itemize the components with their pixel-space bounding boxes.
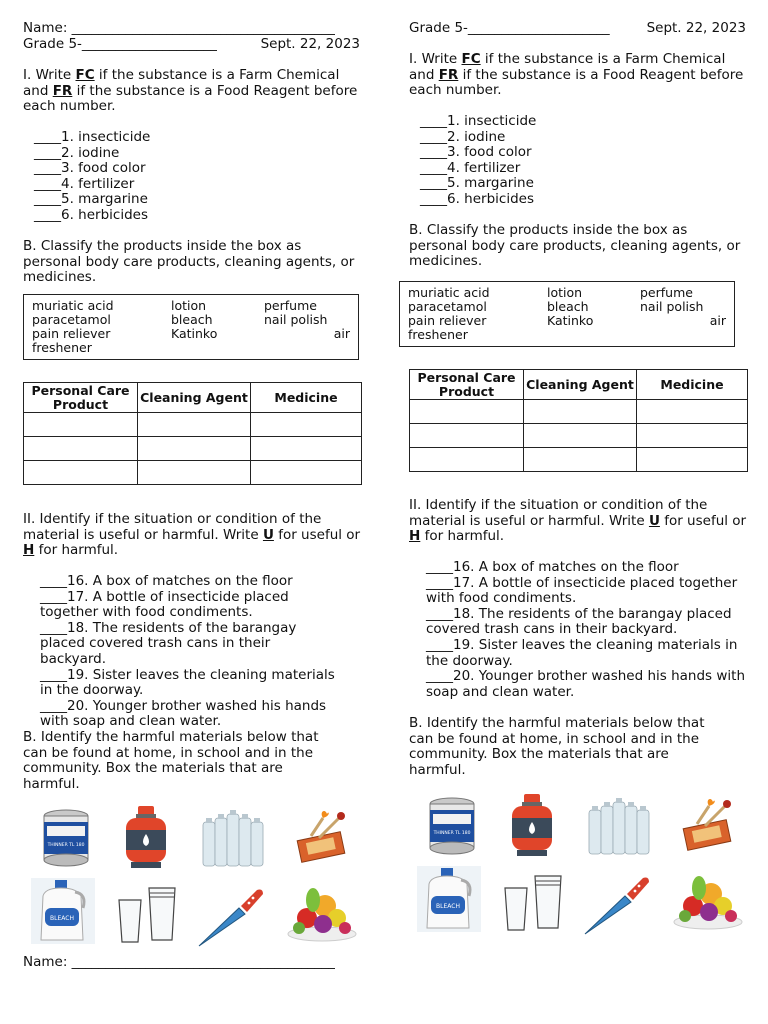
gas-tank-icon[interactable]: [123, 804, 169, 870]
list-item: ____18. The residents of the barangay placed covered trash cans in their backyard.: [40, 619, 297, 667]
worksheet-left: [23, 0, 368, 1024]
list-item: ____17. A bottle of insecticide placed together with food condiments.: [40, 588, 289, 621]
classify-table: [409, 369, 748, 472]
part2-list: [409, 560, 746, 700]
bleach-bottle-icon[interactable]: [417, 866, 481, 932]
list-item: ____20. Younger brother washed his hands with soap and clean water.: [426, 668, 746, 700]
svg-text:THINNER TL 180: THINNER TL 180: [47, 843, 85, 848]
col-header: Personal Care Product: [410, 370, 524, 400]
fruit-basket-icon[interactable]: [673, 866, 743, 930]
table-cell[interactable]: [410, 448, 524, 472]
harmful-pictures: [23, 802, 368, 952]
gas-tank-icon[interactable]: [509, 792, 555, 858]
table-cell[interactable]: [524, 424, 637, 448]
products-box: muriatic acid lotion perfume paracetamol bleach nail polish pain reliever Katinko air freshener: [399, 281, 735, 347]
grade-row: [23, 37, 360, 53]
list-item: ____3. food color: [34, 160, 146, 177]
part1-instruction: I. Write FC if the substance is a Farm Chemical and FR if the substance is a Food Reagent before each number.: [409, 51, 744, 99]
table-cell[interactable]: [138, 413, 251, 437]
paint-can-icon[interactable]: [427, 796, 477, 856]
list-item: ____2. iodine: [34, 144, 120, 161]
classify-table: [23, 382, 362, 485]
list-item: ____20. Younger brother washed his hands with soap and clean water.: [40, 697, 327, 730]
table-cell[interactable]: [251, 437, 362, 461]
worksheet-right: [409, 0, 754, 1024]
list-item: ____6. herbicides: [420, 190, 534, 207]
harmful-pictures: [409, 790, 754, 940]
paint-can-icon[interactable]: [41, 808, 91, 868]
table-cell[interactable]: [251, 413, 362, 437]
list-item: ____17. A bottle of insecticide placed together with food condiments.: [426, 574, 738, 607]
table-cell[interactable]: [637, 424, 748, 448]
part2-list: [23, 574, 340, 730]
water-bottles-icon[interactable]: [201, 808, 267, 870]
part1-instruction: I. Write FC if the substance is a Farm Chemical and FR if the substance is a Food Reagent before each number.: [23, 67, 358, 115]
glasses-icon[interactable]: [501, 874, 565, 932]
part2-instruction: II. Identify if the situation or condition of the material is useful or harmful. Write U for useful or H for harmful.: [409, 497, 747, 545]
bleach-bottle-icon[interactable]: [31, 878, 95, 944]
table-cell[interactable]: [524, 448, 637, 472]
table-cell[interactable]: [524, 400, 637, 424]
table-cell[interactable]: [24, 437, 138, 461]
col-header: Medicine: [251, 383, 362, 413]
table-cell[interactable]: [138, 437, 251, 461]
matches-icon[interactable]: [679, 796, 739, 852]
list-item: ____1. insecticide: [34, 129, 151, 145]
list-item: ____18. The residents of the barangay placed covered trash cans in their backyard.: [426, 605, 732, 638]
water-bottles-icon[interactable]: [587, 796, 653, 858]
grade-label: Grade 5-____________________: [23, 36, 217, 52]
list-item: ____5. margarine: [34, 191, 148, 208]
grade-label: Grade 5-_____________________: [409, 20, 610, 36]
knife-icon[interactable]: [195, 886, 267, 950]
partB-instruction: B. Classify the products inside the box as personal body care products, cleaning agents, or medicines.: [409, 222, 741, 270]
part2-instruction: II. Identify if the situation or condition of the material is useful or harmful. Write U for useful or H for harmful.: [23, 511, 361, 559]
list-item: ____4. fertilizer: [34, 175, 135, 192]
date-label: Sept. 22, 2023: [646, 20, 746, 36]
col-header: Cleaning Agent: [524, 370, 637, 400]
table-cell[interactable]: [410, 424, 524, 448]
part1-list: [23, 130, 150, 224]
table-cell[interactable]: [410, 400, 524, 424]
part1-list: [409, 114, 536, 208]
table-cell[interactable]: [251, 461, 362, 485]
svg-text:BLEACH: BLEACH: [50, 915, 74, 922]
knife-icon[interactable]: [581, 874, 653, 938]
list-item: ____3. food color: [420, 144, 532, 161]
date-label: Sept. 22, 2023: [260, 36, 360, 52]
glasses-icon[interactable]: [115, 886, 179, 944]
list-item: ____1. insecticide: [420, 113, 537, 129]
part2B-instruction: B. Identify the harmful materials below that can be found at home, in school and in the community. Box the materials that are harmful.: [23, 729, 319, 792]
table-cell[interactable]: [637, 448, 748, 472]
list-item: ____2. iodine: [420, 128, 506, 145]
list-item: ____16. A box of matches on the floor: [426, 559, 679, 575]
col-header: Cleaning Agent: [138, 383, 251, 413]
name-line-bottom: Name: _______________________________________: [23, 954, 335, 970]
part2B-instruction: B. Identify the harmful materials below that can be found at home, in school and in the community. Box the materials that are harmful.: [409, 715, 705, 778]
table-cell[interactable]: [24, 461, 138, 485]
products-box: muriatic acid lotion perfume paracetamol bleach nail polish pain reliever Katinko air freshener: [23, 294, 359, 360]
list-item: ____16. A box of matches on the floor: [40, 573, 293, 589]
table-cell[interactable]: [138, 461, 251, 485]
grade-row: [409, 21, 746, 37]
partB-instruction: B. Classify the products inside the box as personal body care products, cleaning agents, or medicines.: [23, 238, 355, 286]
list-item: ____19. Sister leaves the cleaning materials in the doorway.: [426, 636, 738, 669]
list-item: ____5. margarine: [420, 175, 534, 192]
table-cell[interactable]: [637, 400, 748, 424]
svg-text:BLEACH: BLEACH: [436, 903, 460, 910]
matches-icon[interactable]: [293, 808, 353, 864]
name-line: Name: _______________________________________: [23, 20, 335, 36]
col-header: Personal Care Product: [24, 383, 138, 413]
col-header: Medicine: [637, 370, 748, 400]
list-item: ____6. herbicides: [34, 206, 148, 223]
fruit-basket-icon[interactable]: [287, 878, 357, 942]
svg-text:THINNER TL 180: THINNER TL 180: [433, 831, 471, 836]
list-item: ____19. Sister leaves the cleaning materials in the doorway.: [40, 666, 335, 699]
list-item: ____4. fertilizer: [420, 159, 521, 176]
table-cell[interactable]: [24, 413, 138, 437]
